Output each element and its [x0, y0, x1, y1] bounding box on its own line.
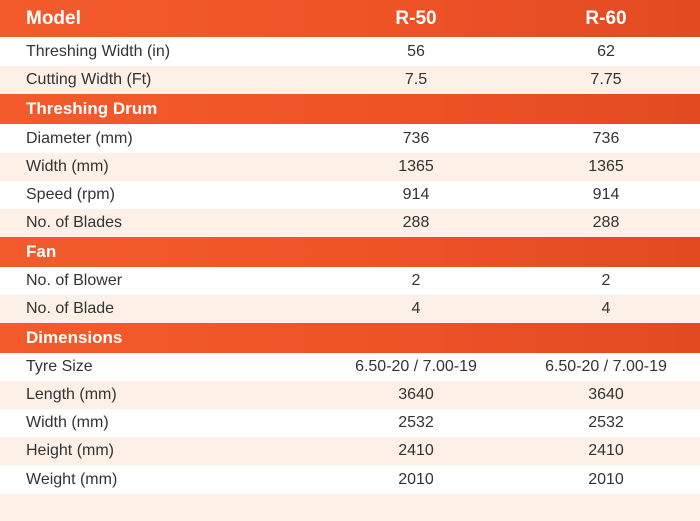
row-label: Length (mm) [26, 386, 117, 403]
table-row [0, 209, 700, 237]
table-row [0, 409, 700, 437]
r50-value: 2 [411, 272, 421, 289]
table-row [0, 353, 700, 381]
r50-value: 1365 [398, 158, 434, 175]
r50-value: 2532 [398, 414, 434, 431]
r50-value: 2410 [398, 442, 434, 459]
r60-value: 2010 [588, 470, 624, 488]
r60-value: 2532 [588, 414, 624, 431]
table-row [0, 124, 700, 153]
table-row [0, 37, 700, 66]
row-label: Cutting Width (Ft) [26, 71, 152, 88]
r60-value: 4 [601, 300, 611, 317]
model-r60-header: R-60 [585, 7, 627, 29]
r50-value: 7.5 [404, 71, 428, 88]
r60-value: 6.50-20 / 7.00-19 [545, 358, 667, 375]
row-label: Tyre Size [26, 358, 93, 375]
r60-value: 914 [592, 186, 620, 203]
table-row [0, 267, 700, 295]
row-label: Speed (rpm) [26, 186, 115, 203]
r60-value: 2 [601, 272, 611, 289]
row-label: Threshing Width (in) [26, 42, 171, 60]
section-header-threshing-drum [0, 94, 700, 124]
table-row [0, 381, 700, 409]
section-header-dimensions [0, 323, 700, 353]
table-row [0, 153, 700, 181]
model-r50-header: R-50 [395, 7, 437, 29]
row-label: Weight (mm) [26, 470, 118, 488]
table-header [0, 0, 700, 37]
r60-value: 1365 [588, 158, 624, 175]
section-header-fan [0, 237, 700, 267]
row-label: No. of Blades [26, 214, 123, 231]
r50-value: 288 [402, 214, 430, 231]
r50-value: 736 [402, 129, 430, 147]
r60-value: 7.75 [590, 71, 622, 88]
r60-value: 288 [592, 214, 620, 231]
row-label: Width (mm) [26, 414, 109, 431]
r50-value: 56 [407, 42, 425, 60]
row-label: Width (mm) [26, 158, 109, 175]
row-label: No. of Blower [26, 272, 123, 289]
r50-value: 914 [402, 186, 430, 203]
r60-value: 2410 [588, 442, 624, 459]
r60-value: 736 [592, 129, 620, 147]
section-title: Threshing Drum [26, 99, 158, 118]
row-label: Height (mm) [26, 442, 115, 459]
model-header-label: Model [26, 7, 81, 29]
table-row [0, 437, 700, 465]
row-label: Diameter (mm) [26, 129, 133, 147]
r60-value: 62 [597, 42, 615, 60]
r50-value: 4 [411, 300, 421, 317]
row-label: No. of Blade [26, 300, 115, 317]
table-row [0, 181, 700, 209]
table-row [0, 295, 700, 323]
r50-value: 6.50-20 / 7.00-19 [355, 358, 477, 375]
section-title: Fan [26, 242, 57, 261]
r50-value: 3640 [398, 386, 434, 403]
table-row [0, 66, 700, 94]
r50-value: 2010 [398, 470, 434, 488]
r60-value: 3640 [588, 386, 624, 403]
table-row [0, 465, 700, 494]
section-title: Dimensions [26, 328, 123, 347]
